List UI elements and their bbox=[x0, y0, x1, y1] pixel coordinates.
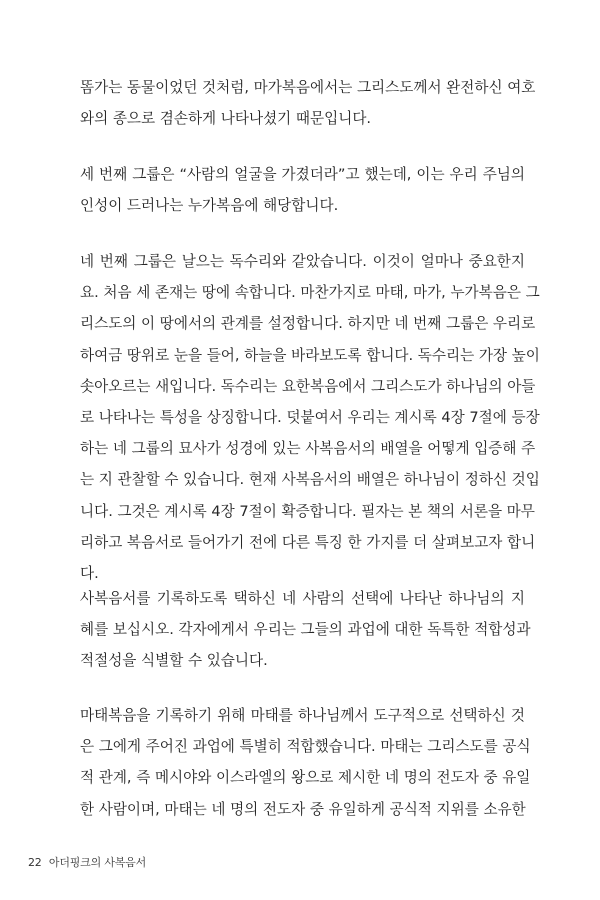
text-line: 와의 종으로 겸손하게 나타나셨기 때문입니다. bbox=[80, 110, 372, 128]
text-line: 은 그에게 주어진 과업에 특별히 적합했습니다. 마태는 그리스도를 공식 bbox=[80, 738, 531, 756]
text-line: 로 나타나는 특성을 상징합니다. 덧붙여서 우리는 계시록 4장 7절에 등장 bbox=[80, 408, 540, 426]
paragraph bbox=[80, 246, 540, 589]
text-line: 리하고 복음서로 들어가기 전에 다른 특징 한 가지를 더 살펴보고자 합니 bbox=[80, 533, 536, 551]
text-line: 하여금 땅위로 눈을 들어, 하늘을 바라보도록 합니다. 독수리는 가장 높이 bbox=[80, 346, 540, 364]
text-line: 다. bbox=[80, 564, 99, 582]
text-line: 사복음서를 기록하도록 택하신 네 사람의 선택에 나타난 하나님의 지 bbox=[80, 590, 525, 607]
text-line: 요. 처음 세 존재는 땅에 속합니다. 마찬가지로 마태, 마가, 누가복음은 그 bbox=[80, 284, 540, 302]
text-line: 혜를 보십시오. 각자에게서 우리는 그들의 과업에 대한 독특한 적합성과 bbox=[80, 621, 531, 639]
text-line: 솟아오르는 새입니다. 독수리는 요한복음에서 그리스도가 하나님의 아들 bbox=[80, 377, 536, 395]
text-line: 마태복음을 기록하기 위해 마태를 하나님께서 도구적으로 선택하신 것 bbox=[80, 707, 525, 724]
page-number: 22 bbox=[28, 856, 42, 869]
running-title: 아더핑크의 사복음서 bbox=[48, 856, 147, 869]
paragraph bbox=[80, 700, 531, 825]
text-line: 니다. 그것은 계시록 4장 7절이 확증합니다. 필자는 본 책의 서론을 마무 bbox=[80, 502, 535, 520]
text-line: 적 관계, 즉 메시야와 이스라엘의 왕으로 제시한 네 명의 전도자 중 유일 bbox=[80, 769, 531, 787]
paragraph bbox=[80, 72, 536, 134]
text-line: 인성이 드러나는 누가복음에 해당합니다. bbox=[80, 197, 339, 215]
text-line: 한 사람이며, 마태는 네 명의 전도자 중 유일하게 공식적 지위를 소유한 bbox=[80, 800, 526, 818]
text-line: 적절성을 식별할 수 있습니다. bbox=[80, 652, 268, 670]
text-line: 똠가는 동물이었던 것처럼, 마가복음에서는 그리스도께서 완전하신 여호 bbox=[80, 79, 536, 96]
text-line: 세 번째 그룹은 “사람의 얼굴을 가졌더라”고 했는데, 이는 우리 주님의 bbox=[80, 166, 525, 183]
paragraph bbox=[80, 583, 531, 677]
text-line: 리스도의 이 땅에서의 관계를 설정합니다. 하지만 네 번째 그룹은 우리로 bbox=[80, 315, 536, 333]
page-footer bbox=[28, 854, 146, 870]
paragraph bbox=[80, 159, 525, 221]
text-line: 는 지 관찰할 수 있습니다. 현재 사복음서의 배열은 하나님이 정하신 것입 bbox=[80, 471, 540, 489]
text-line: 네 번째 그룹은 날으는 독수리와 같았습니다. 이것이 얼마나 중요한지 bbox=[80, 253, 525, 270]
text-line: 하는 네 그룹의 묘사가 성경에 있는 사복음서의 배열을 어떻게 입증해 주 bbox=[80, 440, 536, 458]
